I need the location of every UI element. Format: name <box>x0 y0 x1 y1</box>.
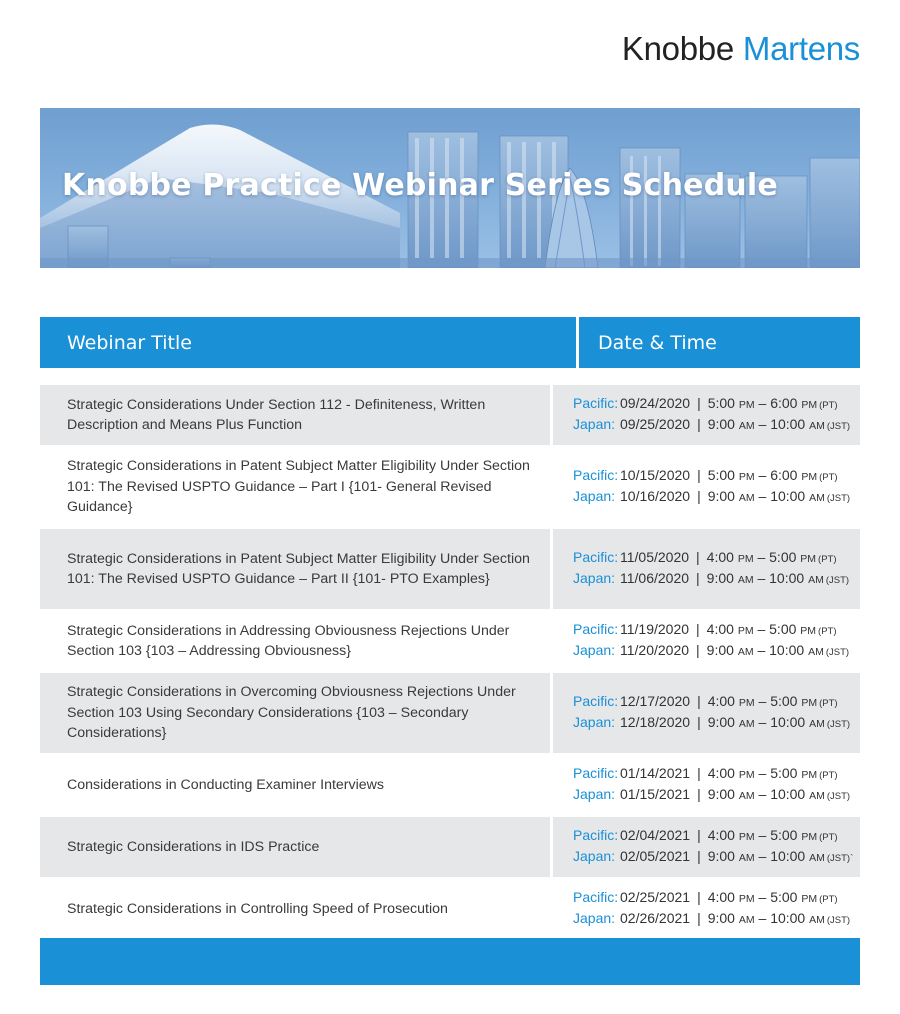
date-time-cell <box>553 611 860 671</box>
japan-start-ampm: AM <box>738 420 755 432</box>
date-time-cell <box>553 755 860 815</box>
pacific-end-ampm: PM <box>801 893 818 905</box>
pacific-date: 02/25/2021 <box>620 889 691 905</box>
table-body <box>40 385 860 939</box>
pacific-end: 5:00 <box>770 765 798 781</box>
knobbe-martens-logo <box>622 30 860 68</box>
pacific-date: 01/14/2021 <box>620 765 691 781</box>
pacific-end: 5:00 <box>770 827 798 843</box>
japan-timezone: (JST) <box>826 493 851 504</box>
pacific-start: 4:00 <box>707 765 735 781</box>
pacific-timezone: (PT) <box>819 698 838 709</box>
japan-label: Japan: <box>573 416 616 432</box>
japan-date: 11/06/2020 <box>620 570 690 586</box>
pacific-end: 5:00 <box>770 693 798 709</box>
date-time-cell <box>553 447 860 527</box>
japan-label: Japan: <box>573 642 616 658</box>
japan-start: 9:00 <box>707 910 735 926</box>
japan-start-ampm: AM <box>737 646 754 658</box>
japan-timezone: (JST) <box>826 915 851 926</box>
japan-label: Japan: <box>573 910 616 926</box>
pacific-time-line: Pacific: 11/19/2020 | 4:00 PM – 5:00 PM (PT) <box>573 621 837 637</box>
japan-date: 02/05/2021 <box>620 848 691 864</box>
japan-end: 10:00 <box>770 416 806 432</box>
date-time-cell <box>553 673 860 753</box>
table-row <box>40 447 860 527</box>
pacific-end-ampm: PM <box>801 769 818 781</box>
japan-timezone: (JST) <box>825 647 850 658</box>
pacific-timezone: (PT) <box>818 554 837 565</box>
japan-end-ampm: AM <box>809 420 825 432</box>
japan-start: 9:00 <box>706 642 734 658</box>
pacific-start-ampm: PM <box>738 697 755 709</box>
japan-start: 9:00 <box>707 848 735 864</box>
japan-end-ampm: AM <box>808 646 824 658</box>
japan-time-line: Japan: 11/20/2020 | 9:00 AM – 10:00 AM (JST) <box>573 642 850 658</box>
banner-title: Knobbe Practice Webinar Series Schedule <box>62 168 778 203</box>
japan-start-ampm: AM <box>738 914 755 926</box>
webinar-title: Considerations in Conducting Examiner Interviews <box>67 776 385 793</box>
japan-start-ampm: AM <box>738 790 755 802</box>
japan-timezone: (JST) <box>826 421 851 432</box>
pacific-start-ampm: PM <box>738 471 755 483</box>
pacific-label: Pacific: <box>573 693 619 709</box>
pacific-time-line: Pacific: 10/15/2020 | 5:00 PM – 6:00 PM (PT) <box>573 467 838 483</box>
japan-end-ampm: AM <box>809 914 825 926</box>
pacific-start-ampm: PM <box>737 625 754 637</box>
date-time-cell <box>553 879 860 939</box>
pacific-start-ampm: PM <box>738 893 755 905</box>
japan-start-ampm: AM <box>737 574 754 586</box>
pacific-start: 4:00 <box>707 827 735 843</box>
webinar-title: Strategic Considerations in Addressing Obviousness Rejections Under Section 103 {103 – Addressing Obviousness} <box>67 622 510 659</box>
pacific-timezone: (PT) <box>819 400 838 411</box>
japan-label: Japan: <box>573 488 616 504</box>
japan-end: 10:00 <box>770 714 806 730</box>
table-row <box>40 817 860 877</box>
japan-end: 10:00 <box>770 786 806 802</box>
japan-timezone: (JST) <box>826 719 851 730</box>
pacific-end: 5:00 <box>770 889 798 905</box>
japan-label: Japan: <box>573 786 616 802</box>
date-time-cell <box>553 385 860 445</box>
japan-time-line: Japan: 01/15/2021 | 9:00 AM – 10:00 AM (JST) <box>573 786 851 802</box>
webinar-title: Strategic Considerations Under Section 112 - Definiteness, Written Description and Means Plus Function <box>40 385 550 445</box>
logo-word-martens: Martens <box>742 30 860 67</box>
table-row <box>40 385 860 445</box>
japan-end: 10:00 <box>770 488 806 504</box>
pacific-timezone: (PT) <box>819 472 838 483</box>
japan-start-ampm: AM <box>738 718 755 730</box>
pacific-end: 5:00 <box>769 549 797 565</box>
pacific-start-ampm: PM <box>738 399 755 411</box>
japan-time-line: Japan: 02/05/2021 | 9:00 AM – 10:00 AM (JST)` <box>573 848 854 864</box>
japan-end-ampm: AM <box>808 574 824 586</box>
pacific-label: Pacific: <box>573 621 619 637</box>
japan-end-ampm: AM <box>809 790 825 802</box>
table-row <box>40 755 860 815</box>
header-webinar-title: Webinar Title <box>40 317 576 368</box>
japan-start-ampm: AM <box>738 852 755 864</box>
japan-time-line: Japan: 09/25/2020 | 9:00 AM – 10:00 AM (JST) <box>573 416 851 432</box>
pacific-date: 10/15/2020 <box>620 467 691 483</box>
pacific-start: 5:00 <box>707 395 735 411</box>
japan-timezone: (JST) <box>826 791 851 802</box>
pacific-end-ampm: PM <box>801 831 818 843</box>
pacific-label: Pacific: <box>573 467 619 483</box>
table-row <box>40 879 860 939</box>
pacific-end: 5:00 <box>769 621 797 637</box>
pacific-date: 11/05/2020 <box>620 549 690 565</box>
japan-label: Japan: <box>573 570 616 586</box>
pacific-label: Pacific: <box>573 549 619 565</box>
japan-label: Japan: <box>573 714 616 730</box>
footer-bar <box>40 938 860 985</box>
pacific-start: 4:00 <box>706 549 734 565</box>
webinar-title: Strategic Considerations in Patent Subject Matter Eligibility Under Section 101: The Revised USPTO Guidance – Part I {101- General Revised Guidance} <box>67 458 530 516</box>
webinar-title: Strategic Considerations in IDS Practice <box>40 817 550 877</box>
webinar-schedule-table <box>40 317 860 941</box>
pacific-time-line: Pacific: 11/05/2020 | 4:00 PM – 5:00 PM (PT) <box>573 549 837 565</box>
pacific-start: 4:00 <box>707 889 735 905</box>
japan-date: 09/25/2020 <box>620 416 691 432</box>
pacific-time-line: Pacific: 01/14/2021 | 4:00 PM – 5:00 PM (PT) <box>573 765 838 781</box>
webinar-title: Strategic Considerations in Controlling Speed of Prosecution <box>67 900 448 917</box>
japan-end: 10:00 <box>769 570 805 586</box>
date-time-cell <box>553 529 860 609</box>
japan-end: 10:00 <box>770 848 806 864</box>
pacific-start: 4:00 <box>707 693 735 709</box>
japan-label: Japan: <box>573 848 616 864</box>
pacific-end-ampm: PM <box>801 697 818 709</box>
pacific-start-ampm: PM <box>738 831 755 843</box>
pacific-timezone: (PT) <box>818 626 837 637</box>
logo-word-knobbe: Knobbe <box>621 30 734 67</box>
japan-date: 02/26/2021 <box>620 910 691 926</box>
date-time-cell <box>553 817 860 877</box>
pacific-end: 6:00 <box>770 467 798 483</box>
pacific-label: Pacific: <box>573 889 619 905</box>
pacific-date: 02/04/2021 <box>620 827 691 843</box>
pacific-start-ampm: PM <box>738 769 755 781</box>
japan-start: 9:00 <box>707 416 735 432</box>
pacific-label: Pacific: <box>573 395 619 411</box>
pacific-end-ampm: PM <box>800 553 817 565</box>
pacific-date: 11/19/2020 <box>620 621 690 637</box>
japan-time-line: Japan: 11/06/2020 | 9:00 AM – 10:00 AM (JST) <box>573 570 850 586</box>
table-header <box>40 317 860 368</box>
header-date-time: Date & Time <box>579 317 860 368</box>
pacific-timezone: (PT) <box>819 832 838 843</box>
japan-date: 10/16/2020 <box>620 488 691 504</box>
table-row <box>40 611 860 671</box>
pacific-end-ampm: PM <box>801 399 818 411</box>
pacific-time-line: Pacific: 02/04/2021 | 4:00 PM – 5:00 PM (PT) <box>573 827 838 843</box>
pacific-end-ampm: PM <box>800 625 817 637</box>
banner <box>40 108 860 268</box>
japan-time-line: Japan: 12/18/2020 | 9:00 AM – 10:00 AM (JST) <box>573 714 851 730</box>
pacific-time-line: Pacific: 09/24/2020 | 5:00 PM – 6:00 PM (PT) <box>573 395 838 411</box>
japan-time-line: Japan: 10/16/2020 | 9:00 AM – 10:00 AM (JST) <box>573 488 851 504</box>
japan-start: 9:00 <box>706 570 734 586</box>
pacific-time-line: Pacific: 12/17/2020 | 4:00 PM – 5:00 PM (PT) <box>573 693 838 709</box>
japan-timezone: (JST)` <box>826 853 854 864</box>
pacific-label: Pacific: <box>573 765 619 781</box>
pacific-date: 09/24/2020 <box>620 395 691 411</box>
pacific-time-line: Pacific: 02/25/2021 | 4:00 PM – 5:00 PM (PT) <box>573 889 838 905</box>
japan-date: 01/15/2021 <box>620 786 691 802</box>
japan-start: 9:00 <box>707 786 735 802</box>
pacific-date: 12/17/2020 <box>620 693 691 709</box>
japan-end: 10:00 <box>769 642 805 658</box>
japan-start: 9:00 <box>707 714 735 730</box>
pacific-start: 4:00 <box>706 621 734 637</box>
japan-date: 11/20/2020 <box>620 642 690 658</box>
japan-date: 12/18/2020 <box>620 714 691 730</box>
webinar-title: Strategic Considerations in Overcoming Obviousness Rejections Under Section 103 Using Secondary Considerations {103 – Secondary Considerations} <box>40 673 550 753</box>
table-row <box>40 673 860 753</box>
pacific-label: Pacific: <box>573 827 619 843</box>
japan-timezone: (JST) <box>825 575 850 586</box>
pacific-timezone: (PT) <box>819 894 838 905</box>
pacific-end-ampm: PM <box>801 471 818 483</box>
japan-end-ampm: AM <box>809 492 825 504</box>
webinar-title: Strategic Considerations in Patent Subject Matter Eligibility Under Section 101: The Revised USPTO Guidance – Part II {101- PTO Examples} <box>40 529 550 609</box>
pacific-end: 6:00 <box>770 395 798 411</box>
japan-end: 10:00 <box>770 910 806 926</box>
japan-time-line: Japan: 02/26/2021 | 9:00 AM – 10:00 AM (JST) <box>573 910 851 926</box>
pacific-timezone: (PT) <box>819 770 838 781</box>
table-row <box>40 529 860 609</box>
japan-end-ampm: AM <box>809 718 825 730</box>
japan-start-ampm: AM <box>738 492 755 504</box>
japan-start: 9:00 <box>707 488 735 504</box>
japan-end-ampm: AM <box>809 852 825 864</box>
pacific-start: 5:00 <box>707 467 735 483</box>
pacific-start-ampm: PM <box>737 553 754 565</box>
